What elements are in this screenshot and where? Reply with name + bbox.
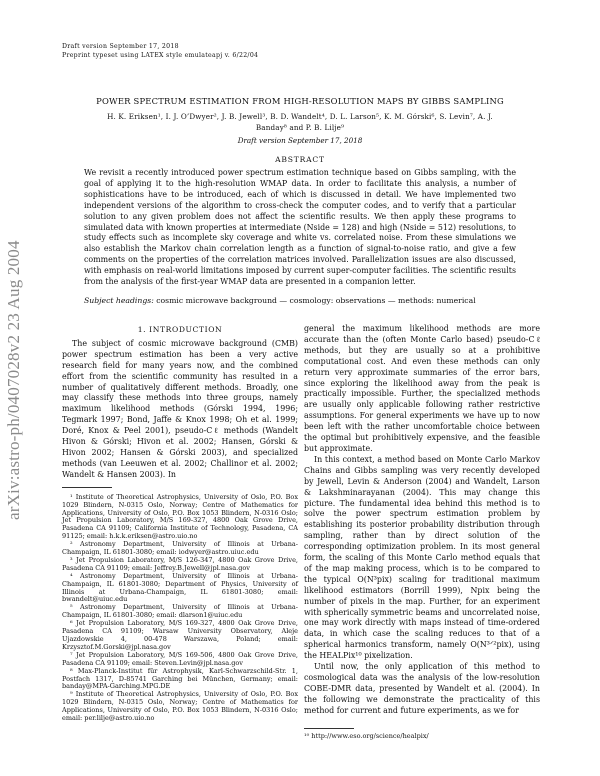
- healpix-footnote: [304, 728, 540, 740]
- draft-version-line: Draft version September 17, 2018: [237, 136, 363, 145]
- right-column: [304, 324, 540, 717]
- running-header-date: Draft version September 17, 2018: [62, 43, 179, 50]
- abstract-text: We revisit a recently introduced power spectrum estimation technique based on Gibbs sampling, with the goal of applying it to the high-resolution WMAP data. In order to facilitate this analysis, a number of sophistications have to be introduced, each of which is discussed in detail. We have implemented two independent versions of the algorithm to cross-check the computer codes, and to verify that a particular solution to any given problem does not affect the scientific results. We then apply these programs to simulated data with known properties at intermediate (Nside = 128) and high (Nside = 512) resolutions, to study effects such as incomplete sky coverage and white vs. correlated noise. From these simulations we also establish the Markov chain correlation length as a function of signal-to-noise ratio, and give a few comments on the properties of the correlation matrices involved. Parallelization issues are also discussed, with emphasis on real-world limitations imposed by current super-computer facilities. The scientific results from the analysis of the first-year WMAP data are presented in a companion letter.: [84, 168, 516, 287]
- section-heading-introduction: 1. INTRODUCTION: [137, 325, 223, 334]
- authors-line-1: H. K. Eriksen¹, I. J. O’Dwyer², J. B. Jewell³, B. D. Wandelt⁴, D. L. Larson⁵, K. M. Górski⁶, S. Levin⁷, A. J.: [107, 112, 493, 121]
- healpix-footnote-text[interactable]: ¹⁰ http://www.eso.org/science/healpix/: [304, 732, 429, 740]
- subject-headings: [84, 296, 516, 305]
- footnote-9: ⁹ Institute of Theoretical Astrophysics, University of Oslo, P.O. Box 1029 Blindern, N-0315 Oslo, Norway; Centre of Mathematics for Applications, University of Oslo, P.O. Box 1053 Blindern, N-0316 Oslo; email: per.lilje@astro.uio.no: [62, 690, 298, 723]
- footnote-rule: [62, 487, 112, 488]
- author-list: [64, 111, 536, 133]
- affiliation-footnotes: [62, 494, 298, 723]
- paper-title: POWER SPECTRUM ESTIMATION FROM HIGH-RESOLUTION MAPS BY GIBBS SAMPLING: [96, 96, 504, 106]
- footnote-5: ⁵ Astronomy Department, University of Illinois at Urbana-Champaign, IL 61801-3080; email: dlarson1@uiuc.edu: [62, 603, 298, 620]
- abstract-heading: ABSTRACT: [275, 155, 325, 164]
- intro-paragraph-left: The subject of cosmic microwave background (CMB) power spectrum estimation has been a very active research field for many years now, and the combined effort from the scientific community has resulted in a number of qualitatively different methods. Broadly, one may classify these methods into three groups, namely maximum likelihood methods (Górski 1994, 1996; Tegmark 1997; Bond, Jaffe & Knox 1998; Oh et al. 1999; Doré, Knox & Peel 2001), pseudo-Cℓ methods (Wandelt Hivon & Górski; Hivon et al. 2002; Hansen, Górski & Hivon 2002; Hansen & Górski 2003), and specialized methods (van Leeuwen et al. 2002; Challinor et al. 2002; Wandelt & Hansen 2003). In: [62, 338, 298, 479]
- arxiv-side-stamp: arXiv:astro-ph/0407028v2 23 Aug 2004: [4, 240, 23, 520]
- footnote-6: ⁶ Jet Propulsion Laboratory, M/S 169-327, 4800 Oak Grove Drive, Pasadena CA 91109; Warsaw University Observatory, Aleje Ujazdowskie 4, 00-478 Warszawa, Poland; email: Krzysztof.M.Gorski@jpl.nasa.gov: [62, 619, 298, 651]
- intro-paragraph-right-1: general the maximum likelihood methods are more accurate than the (often Monte Carlo based) pseudo-Cℓ methods, but they are usually so at a prohibitive computational cost. And even these methods can only return very approximate summaries of the error bars, since exploring the likelihood away from the peak is practically impossible. Further, the specialized methods are usually only applicable following rather restrictive assumptions. For general experiments we have up to now been left with the rather uncomfortable choice between the optimal but prohibitively expensive, and the feasible but approximate.: [304, 324, 540, 453]
- subject-headings-label: Subject headings:: [84, 296, 154, 305]
- footnote-3: ³ Jet Propulsion Laboratory, M/S 126-347, 4800 Oak Grove Drive, Pasadena CA 91109; email: Jeffrey.B.Jewell@jpl.nasa.gov: [62, 555, 298, 572]
- footnote-7: ⁷ Jet Propulsion Laboratory, M/S 169-506, 4800 Oak Grove Drive, Pasadena CA 91109; email: Steven.Levin@jpl.nasa.gov: [62, 650, 298, 667]
- footnote-4: ⁴ Astronomy Department, University of Illinois at Urbana-Champaign, IL 61801-3080; Department of Physics, University of Illinois at Urbana-Champaign, IL 61801-3080; email: bwandelt@uiuc.edu: [62, 571, 298, 604]
- authors-line-2: Banday⁸ and P. B. Lilje⁹: [255, 123, 345, 132]
- intro-paragraph-right-3: Until now, the only application of this method to cosmological data was the analysis of the low-resolution COBE-DMR data, presented by Wandelt et al. (2004). In the following we demonstrate the practicality of this method for current and future experiments, as we for: [304, 662, 540, 715]
- footnote-2: ² Astronomy Department, University of Illinois at Urbana-Champaign, IL 61801-3080; email: iodwyer@astro.uiuc.edu: [62, 540, 298, 557]
- intro-paragraph-right-2: In this context, a method based on Monte Carlo Markov Chains and Gibbs sampling was very recently developed by Jewell, Levin & Anderson (2004) and Wandelt, Larson & Lakshminarayanan (2004). This may change this picture. The fundamental idea behind this method is to solve the power spectrum estimation problem by establishing its posterior probability distribution through sampling, rather than by direct solution of the corresponding optimization problem. In its most general form, the scaling of this Monte Carlo method equals that of the map making process, which is to be compared to the typical O(N³pix) scaling for traditional maximum likelihood estimators (Borrill 1999), Npix being the number of pixels in the map. Further, for an experiment with spherically symmetric beams and uncorrelated noise, one may work directly with maps instead of time-ordered data, in which case the scaling reduces to that of a spherical harmonics transform, namely O(N³ᐟ²pix), using the HEALPix¹⁰ pixelization.: [304, 454, 540, 661]
- footnote-1: ¹ Institute of Theoretical Astrophysics, University of Oslo, P.O. Box 1029 Blindern, N-0315 Oslo, Norway; Centre of Mathematics for Applications, University of Oslo, P.O. Box 1053 Blindern, N-0316 Oslo; Jet Propulsion Laboratory, M/S 169-327, 4800 Oak Grove Drive, Pasadena CA 91109; California Institute of Technology, Pasadena, CA 91125; email: h.k.k.eriksen@astro.uio.no: [62, 492, 298, 541]
- running-header-preprint: Preprint typeset using LATEX style emulateapj v. 6/22/04: [62, 52, 259, 59]
- subject-headings-text: cosmic microwave background — cosmology: observations — methods: numerical: [156, 296, 476, 305]
- right-footnote-rule: [304, 728, 354, 729]
- left-column: [62, 320, 298, 723]
- footnote-8: ⁸ Max-Planck-Institut für Astrophysik, Karl-Schwarzschild-Str. 1, Postfach 1317, D-85741 Garching bei München, Germany; email: banday@MPA-Garching.MPG.DE: [62, 666, 298, 691]
